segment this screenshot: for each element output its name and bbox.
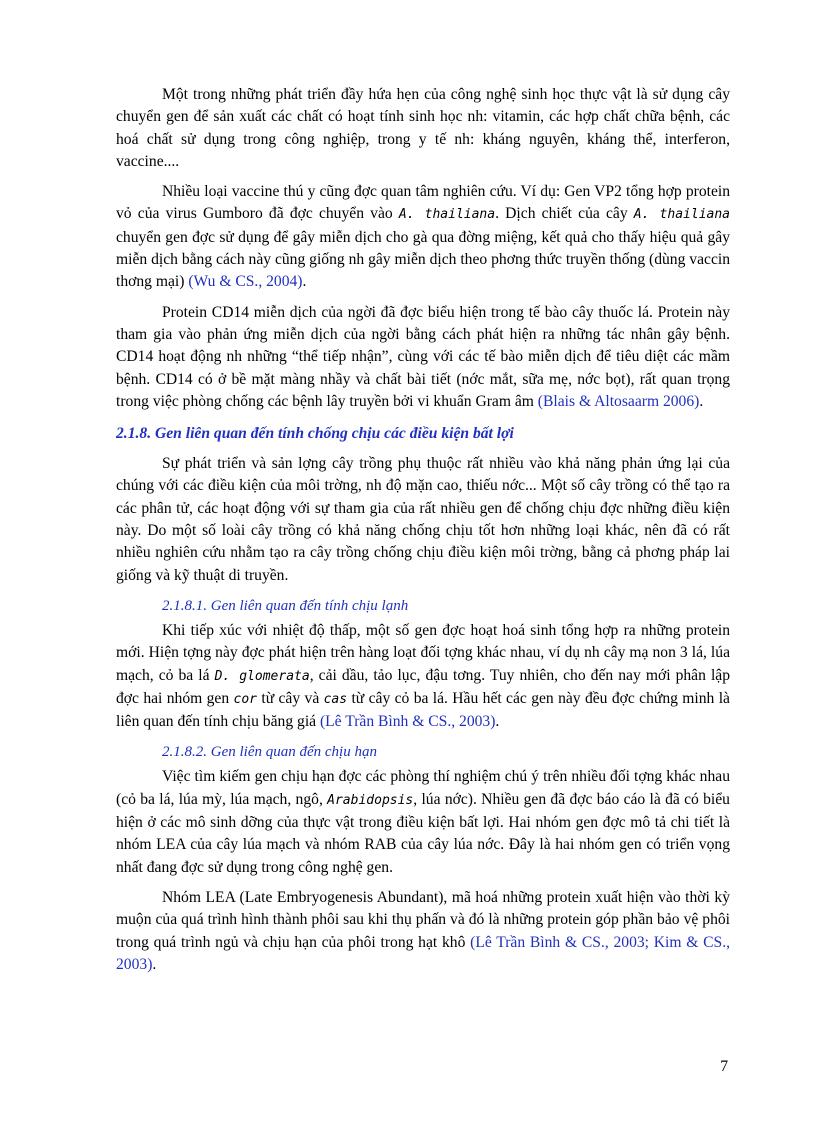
species-name: A. thailiana bbox=[633, 207, 731, 223]
species-name: D. glomerata bbox=[214, 668, 310, 684]
paragraph-text: từ cây cỏ ba lá. Hầu hết các gen này đều đợc chứng minh là liên quan đến tính chịu băng giá bbox=[116, 689, 730, 731]
subsection-heading-drought: 2.1.8.2. Gen liên quan đến chịu hạn bbox=[162, 744, 377, 761]
paragraph-lea bbox=[116, 887, 730, 976]
document-page bbox=[116, 84, 730, 976]
paragraph-text: Khi tiếp xúc với nhiệt độ thấp, một số gen đợc hoạt hoá sinh tổng hợp ra những protein mới. Hiện tợng này đợc phát hiện trên hàng loạt đối tợng khác nhau, ví dụ nh cây mạ non 3 lá, lúa mạch, cỏ ba lá bbox=[116, 621, 730, 684]
citation: (Lê Trần Bình & CS., 2003) bbox=[319, 713, 496, 731]
paragraph-text: . bbox=[495, 713, 500, 731]
paragraph-cd14 bbox=[116, 302, 730, 413]
section-heading-2-1-8: 2.1.8. Gen liên quan đến tính chống chịu các điều kiện bất lợi bbox=[116, 425, 514, 443]
citation: (Lê Trần Bình & CS., 2003; Kim & CS., 2003) bbox=[116, 933, 730, 973]
species-name: Arabidopsis bbox=[327, 792, 414, 808]
paragraph-text: Protein CD14 miễn dịch của ngời đã đợc biểu hiện trong tế bào cây thuốc lá. Protein này tham gia vào phản ứng miễn dịch của ngời bằng cách phát hiện ra những tác nhân gây bệnh. CD14 hoạt động nh những “thể tiếp nhận”, cùng với các tế bào miễn dịch để tiêu diệt các mầm bệnh. CD14 có ở bề mặt màng nhầy và chất bài tiết (nớc mắt, sữa mẹ, nớc bọt), rất quan trọng trong việc phòng chống các bệnh lây truyền bởi vi khuẩn Gram âm bbox=[116, 303, 730, 410]
paragraph-text: từ cây và bbox=[257, 689, 324, 707]
paragraph-text: . bbox=[699, 392, 704, 410]
citation: (Wu & CS., 2004) bbox=[188, 273, 303, 291]
paragraph-text: , cải dầu, tảo lục, đậu tơng. Tuy nhiên, cho đến nay mới phân lập đợc hai nhóm gen bbox=[116, 666, 731, 707]
paragraph-text: . bbox=[152, 955, 157, 973]
paragraph-cold bbox=[116, 620, 730, 733]
paragraph-text: , lúa nớc). Nhiều gen đã đợc báo cáo là đã có biểu hiện ở các mô sinh dỡng của thực vật trong điều kiện bất lợi. Hai nhóm gen đợc mô tả chi tiết là nhóm LEA của cây lúa mạch và nhóm RAB của cây lúa nớc. Đây là hai nhóm gen có triển vọng nhất đang đợc sử dụng trong công nghệ gen. bbox=[116, 790, 730, 876]
paragraph-intro: Một trong những phát triển đầy hứa hẹn của công nghệ sinh học thực vật là sử dụng cây chuyển gen để sản xuất các chất có hoạt tính sinh học nh: vitamin, các hợp chất chữa bệnh, các hoá chất sử dụng trong công nghiệp, trong y tế nh: kháng nguyên, kháng thể, interferon, vaccine.... bbox=[116, 86, 730, 170]
citation: (Blais & Altosaarm 2006) bbox=[537, 392, 700, 410]
paragraph-text: Nhiều loại vaccine thú y cũng đợc quan tâm nghiên cứu. Ví dụ: Gen VP2 tổng hợp protein vỏ của virus Gumboro đã đợc chuyển vào bbox=[116, 183, 730, 223]
page-number: 7 bbox=[720, 1058, 728, 1075]
paragraph-text: Việc tìm kiếm gen chịu hạn đợc các phòng thí nghiệm chú ý trên nhiều đối tợng khác nhau (cỏ ba lá, lúa mỳ, lúa mạch, ngô, bbox=[116, 768, 730, 808]
species-name: A. thailiana bbox=[398, 207, 496, 223]
paragraph-text: . Dịch chiết của cây bbox=[495, 205, 634, 223]
paragraph-vaccine bbox=[116, 181, 730, 293]
paragraph-text: Nhóm LEA (Late Embryogenesis Abundant), mã hoá những protein xuất hiện vào thời kỳ muộn của quá trình hình thành phôi sau khi thụ phấn và đó là những protein góp phần bảo vệ phôi trong quá trình ngủ và chịu hạn của phôi trong hạt khô bbox=[116, 888, 730, 951]
paragraph-text: chuyển gen đợc sử dụng để gây miễn dịch cho gà qua đờng miệng, kết quả cho thấy hiệu quả gây miễn dịch bằng cách này cũng giống nh gây miễn dịch theo phơng thức truyền thống (dùng vaccin thơng mại) bbox=[116, 228, 730, 291]
gene-name: cas bbox=[323, 691, 348, 707]
paragraph-drought bbox=[116, 766, 730, 878]
subsection-heading-cold: 2.1.8.1. Gen liên quan đến tính chịu lạnh bbox=[162, 597, 409, 614]
gene-name: cor bbox=[233, 691, 257, 707]
paragraph-text: . bbox=[302, 273, 307, 291]
paragraph-stress-tolerance: Sự phát triển và sản lợng cây trồng phụ thuộc rất nhiều vào khả năng phản ứng lại của chúng với các điều kiện của môi trờng, nh độ mặn cao, thiếu nớc... Một số cây trồng có thể tạo ra các phân tử, các hoạt động với sự tham gia của rất nhiều gen để chống chịu đợc những điều kiện này. Do một số loài cây trồng có khả năng chống chịu tốt hơn những loại khác, nên đã có rất nhiều nghiên cứu nhằm tạo ra cây trồng chống chịu điều kiện môi trờng, bằng cả phơng pháp lai giống và kỹ thuật di truyền. bbox=[116, 455, 730, 584]
